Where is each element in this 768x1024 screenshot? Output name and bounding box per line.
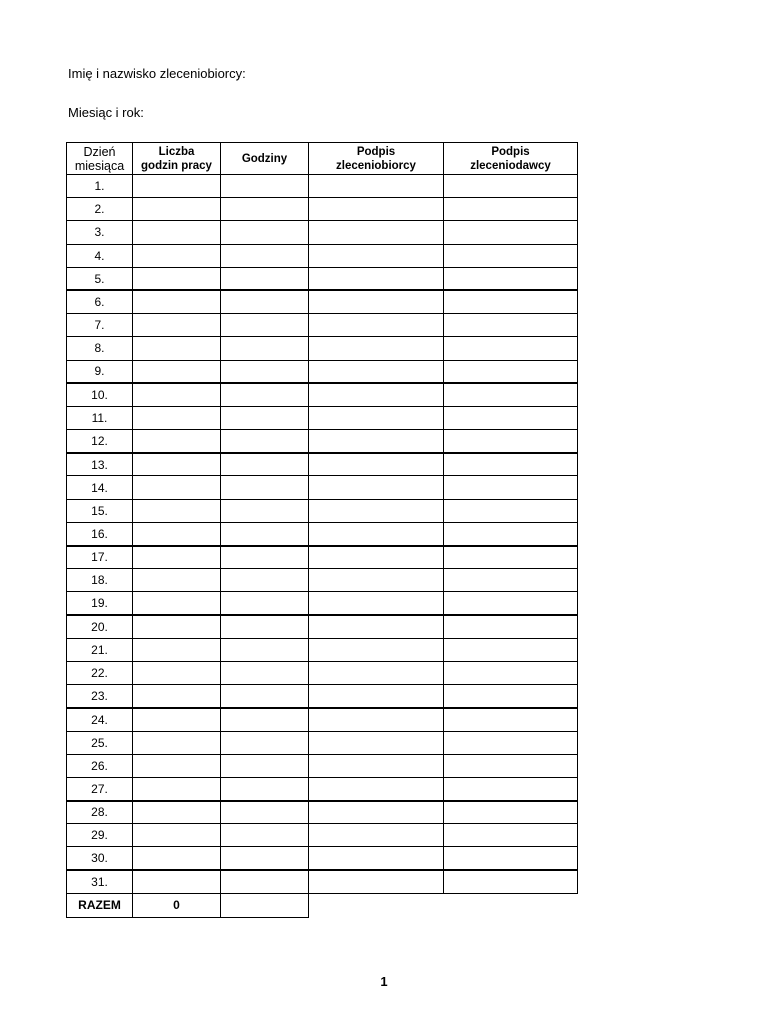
- contractor-signature-cell[interactable]: [309, 661, 444, 684]
- hours-count-cell[interactable]: [133, 360, 221, 383]
- month-year-label: Miesiąc i rok:: [68, 105, 144, 120]
- contractor-signature-cell[interactable]: [309, 592, 444, 615]
- hours-count-cell[interactable]: [133, 430, 221, 453]
- day-number: 17.: [67, 546, 133, 569]
- hours-count-cell[interactable]: [133, 754, 221, 777]
- time-cell[interactable]: [221, 383, 309, 406]
- table-row: [67, 685, 578, 708]
- contractor-signature-cell[interactable]: [309, 824, 444, 847]
- hours-count-cell[interactable]: [133, 661, 221, 684]
- header-contractor-sig-line2: zleceniobiorcy: [336, 159, 416, 172]
- hours-count-cell[interactable]: [133, 198, 221, 221]
- day-number: 8.: [67, 337, 133, 360]
- client-signature-cell[interactable]: [444, 708, 578, 731]
- time-cell[interactable]: [221, 337, 309, 360]
- time-cell[interactable]: [221, 476, 309, 499]
- hours-count-cell[interactable]: [133, 801, 221, 824]
- contractor-signature-cell[interactable]: [309, 522, 444, 545]
- table-row: [67, 430, 578, 453]
- contractor-name-label: Imię i nazwisko zleceniobiorcy:: [68, 66, 246, 81]
- hours-count-cell[interactable]: [133, 685, 221, 708]
- contractor-signature-cell[interactable]: [309, 314, 444, 337]
- time-cell[interactable]: [221, 175, 309, 198]
- time-cell[interactable]: [221, 661, 309, 684]
- client-signature-cell[interactable]: [444, 244, 578, 267]
- hours-count-cell[interactable]: [133, 592, 221, 615]
- day-number: 6.: [67, 290, 133, 313]
- client-signature-cell[interactable]: [444, 685, 578, 708]
- day-number: 27.: [67, 777, 133, 800]
- contractor-signature-cell[interactable]: [309, 754, 444, 777]
- hours-count-cell[interactable]: [133, 638, 221, 661]
- time-cell[interactable]: [221, 685, 309, 708]
- day-number: 26.: [67, 754, 133, 777]
- time-cell[interactable]: [221, 731, 309, 754]
- contractor-signature-cell[interactable]: [309, 267, 444, 290]
- total-hours-value: 0: [133, 893, 221, 917]
- contractor-signature-cell[interactable]: [309, 801, 444, 824]
- day-number: 22.: [67, 661, 133, 684]
- client-signature-cell[interactable]: [444, 360, 578, 383]
- day-number: 11.: [67, 406, 133, 429]
- time-cell[interactable]: [221, 453, 309, 476]
- day-number: 25.: [67, 731, 133, 754]
- day-number: 20.: [67, 615, 133, 638]
- contractor-signature-cell[interactable]: [309, 731, 444, 754]
- table-row: [67, 546, 578, 569]
- contractor-signature-cell[interactable]: [309, 175, 444, 198]
- total-label: RAZEM: [67, 893, 133, 917]
- client-signature-cell[interactable]: [444, 824, 578, 847]
- hours-count-cell[interactable]: [133, 522, 221, 545]
- time-cell[interactable]: [221, 708, 309, 731]
- hours-count-cell[interactable]: [133, 406, 221, 429]
- hours-count-cell[interactable]: [133, 546, 221, 569]
- header-client-sig-line1: Podpis: [491, 145, 530, 158]
- table-row: [67, 569, 578, 592]
- contractor-signature-cell[interactable]: [309, 290, 444, 313]
- header-time: [221, 143, 309, 175]
- day-number: 4.: [67, 244, 133, 267]
- day-number: 1.: [67, 175, 133, 198]
- time-cell[interactable]: [221, 824, 309, 847]
- time-cell[interactable]: [221, 801, 309, 824]
- day-number: 12.: [67, 430, 133, 453]
- time-cell[interactable]: [221, 546, 309, 569]
- hours-count-cell[interactable]: [133, 267, 221, 290]
- contractor-signature-cell[interactable]: [309, 685, 444, 708]
- time-cell[interactable]: [221, 870, 309, 893]
- client-signature-cell[interactable]: [444, 754, 578, 777]
- empty-cell: [309, 893, 444, 917]
- client-signature-cell[interactable]: [444, 290, 578, 313]
- contractor-signature-cell[interactable]: [309, 453, 444, 476]
- contractor-signature-cell[interactable]: [309, 870, 444, 893]
- contractor-signature-cell[interactable]: [309, 383, 444, 406]
- table-row: [67, 221, 578, 244]
- table-row: [67, 383, 578, 406]
- table-row: [67, 847, 578, 870]
- header-contractor-sig-line1: Podpis: [356, 145, 396, 158]
- table-row: [67, 754, 578, 777]
- contractor-signature-cell[interactable]: [309, 244, 444, 267]
- header-hours-count: [133, 143, 221, 175]
- contractor-signature-cell[interactable]: [309, 198, 444, 221]
- day-number: 19.: [67, 592, 133, 615]
- day-number: 18.: [67, 569, 133, 592]
- time-cell[interactable]: [221, 569, 309, 592]
- header-client-signature: [444, 143, 578, 175]
- contractor-signature-cell[interactable]: [309, 708, 444, 731]
- table-row: [67, 615, 578, 638]
- day-number: 30.: [67, 847, 133, 870]
- client-signature-cell[interactable]: [444, 661, 578, 684]
- day-number: 23.: [67, 685, 133, 708]
- client-signature-cell[interactable]: [444, 453, 578, 476]
- time-cell[interactable]: [221, 198, 309, 221]
- hours-count-cell[interactable]: [133, 290, 221, 313]
- day-number: 14.: [67, 476, 133, 499]
- hours-count-cell[interactable]: [133, 777, 221, 800]
- client-signature-cell[interactable]: [444, 870, 578, 893]
- time-cell[interactable]: [221, 430, 309, 453]
- contractor-signature-cell[interactable]: [309, 221, 444, 244]
- day-number: 15.: [67, 499, 133, 522]
- client-signature-cell[interactable]: [444, 569, 578, 592]
- contractor-signature-cell[interactable]: [309, 615, 444, 638]
- time-cell[interactable]: [221, 290, 309, 313]
- hours-count-cell[interactable]: [133, 615, 221, 638]
- time-cell[interactable]: [221, 360, 309, 383]
- table-row: [67, 708, 578, 731]
- contractor-signature-cell[interactable]: [309, 430, 444, 453]
- total-row: [67, 893, 578, 917]
- contractor-signature-cell[interactable]: [309, 546, 444, 569]
- time-cell[interactable]: [221, 221, 309, 244]
- table-row: [67, 175, 578, 198]
- day-number: 9.: [67, 360, 133, 383]
- hours-count-cell[interactable]: [133, 847, 221, 870]
- hours-count-cell[interactable]: [133, 731, 221, 754]
- client-signature-cell[interactable]: [444, 314, 578, 337]
- day-number: 13.: [67, 453, 133, 476]
- time-cell[interactable]: [221, 777, 309, 800]
- client-signature-cell[interactable]: [444, 731, 578, 754]
- timesheet-table: [66, 142, 578, 918]
- time-cell[interactable]: [221, 615, 309, 638]
- total-time-cell[interactable]: [221, 893, 309, 917]
- time-cell[interactable]: [221, 638, 309, 661]
- time-cell[interactable]: [221, 592, 309, 615]
- client-signature-cell[interactable]: [444, 546, 578, 569]
- contractor-signature-cell[interactable]: [309, 777, 444, 800]
- contractor-signature-cell[interactable]: [309, 476, 444, 499]
- time-cell[interactable]: [221, 244, 309, 267]
- hours-count-cell[interactable]: [133, 870, 221, 893]
- table-row: [67, 360, 578, 383]
- hours-count-cell[interactable]: [133, 824, 221, 847]
- hours-count-cell[interactable]: [133, 175, 221, 198]
- day-number: 3.: [67, 221, 133, 244]
- client-signature-cell[interactable]: [444, 499, 578, 522]
- day-number: 24.: [67, 708, 133, 731]
- time-cell[interactable]: [221, 754, 309, 777]
- contractor-signature-cell[interactable]: [309, 337, 444, 360]
- client-signature-cell[interactable]: [444, 430, 578, 453]
- table-row: [67, 870, 578, 893]
- client-signature-cell[interactable]: [444, 175, 578, 198]
- table-row: [67, 406, 578, 429]
- hours-count-cell[interactable]: [133, 569, 221, 592]
- table-row: [67, 476, 578, 499]
- hours-count-cell[interactable]: [133, 337, 221, 360]
- hours-count-cell[interactable]: [133, 221, 221, 244]
- contractor-signature-cell[interactable]: [309, 847, 444, 870]
- hours-count-cell[interactable]: [133, 708, 221, 731]
- header-day-line1: Dzień: [83, 144, 116, 159]
- table-row: [67, 638, 578, 661]
- table-row: [67, 777, 578, 800]
- table-row: [67, 314, 578, 337]
- table-row: [67, 661, 578, 684]
- header-time-label: Godziny: [241, 152, 288, 165]
- contractor-signature-cell[interactable]: [309, 499, 444, 522]
- day-number: 5.: [67, 267, 133, 290]
- contractor-signature-cell[interactable]: [309, 569, 444, 592]
- day-number: 10.: [67, 383, 133, 406]
- client-signature-cell[interactable]: [444, 337, 578, 360]
- header-day-line2: miesiąca: [74, 158, 125, 173]
- day-number: 16.: [67, 522, 133, 545]
- table-row: [67, 337, 578, 360]
- table-header-row: [67, 143, 578, 175]
- hours-count-cell[interactable]: [133, 499, 221, 522]
- client-signature-cell[interactable]: [444, 638, 578, 661]
- client-signature-cell[interactable]: [444, 267, 578, 290]
- client-signature-cell[interactable]: [444, 198, 578, 221]
- client-signature-cell[interactable]: [444, 777, 578, 800]
- time-cell[interactable]: [221, 499, 309, 522]
- table-row: [67, 499, 578, 522]
- client-signature-cell[interactable]: [444, 847, 578, 870]
- table-row: [67, 801, 578, 824]
- client-signature-cell[interactable]: [444, 615, 578, 638]
- table-row: [67, 267, 578, 290]
- header-hours-line2: godzin pracy: [141, 159, 212, 172]
- day-number: 7.: [67, 314, 133, 337]
- empty-cell: [444, 893, 578, 917]
- contractor-signature-cell[interactable]: [309, 638, 444, 661]
- client-signature-cell[interactable]: [444, 476, 578, 499]
- client-signature-cell[interactable]: [444, 522, 578, 545]
- table-row: [67, 731, 578, 754]
- client-signature-cell[interactable]: [444, 406, 578, 429]
- hours-count-cell[interactable]: [133, 476, 221, 499]
- header-contractor-signature: [309, 143, 444, 175]
- time-cell[interactable]: [221, 847, 309, 870]
- table-row: [67, 290, 578, 313]
- client-signature-cell[interactable]: [444, 221, 578, 244]
- day-number: 21.: [67, 638, 133, 661]
- time-cell[interactable]: [221, 267, 309, 290]
- table-row: [67, 453, 578, 476]
- day-number: 2.: [67, 198, 133, 221]
- table-row: [67, 522, 578, 545]
- hours-count-cell[interactable]: [133, 383, 221, 406]
- header-day-of-month: [67, 143, 133, 175]
- contractor-signature-cell[interactable]: [309, 360, 444, 383]
- client-signature-cell[interactable]: [444, 592, 578, 615]
- page-number: 1: [380, 974, 388, 989]
- hours-count-cell[interactable]: [133, 244, 221, 267]
- day-number: 28.: [67, 801, 133, 824]
- client-signature-cell[interactable]: [444, 801, 578, 824]
- table-row: [67, 824, 578, 847]
- time-cell[interactable]: [221, 314, 309, 337]
- table-row: [67, 244, 578, 267]
- table-row: [67, 198, 578, 221]
- time-cell[interactable]: [221, 406, 309, 429]
- hours-count-cell[interactable]: [133, 453, 221, 476]
- day-number: 31.: [67, 870, 133, 893]
- table-row: [67, 592, 578, 615]
- contractor-signature-cell[interactable]: [309, 406, 444, 429]
- header-hours-line1: Liczba: [158, 145, 195, 158]
- day-number: 29.: [67, 824, 133, 847]
- client-signature-cell[interactable]: [444, 383, 578, 406]
- time-cell[interactable]: [221, 522, 309, 545]
- hours-count-cell[interactable]: [133, 314, 221, 337]
- header-client-sig-line2: zleceniodawcy: [470, 159, 551, 172]
